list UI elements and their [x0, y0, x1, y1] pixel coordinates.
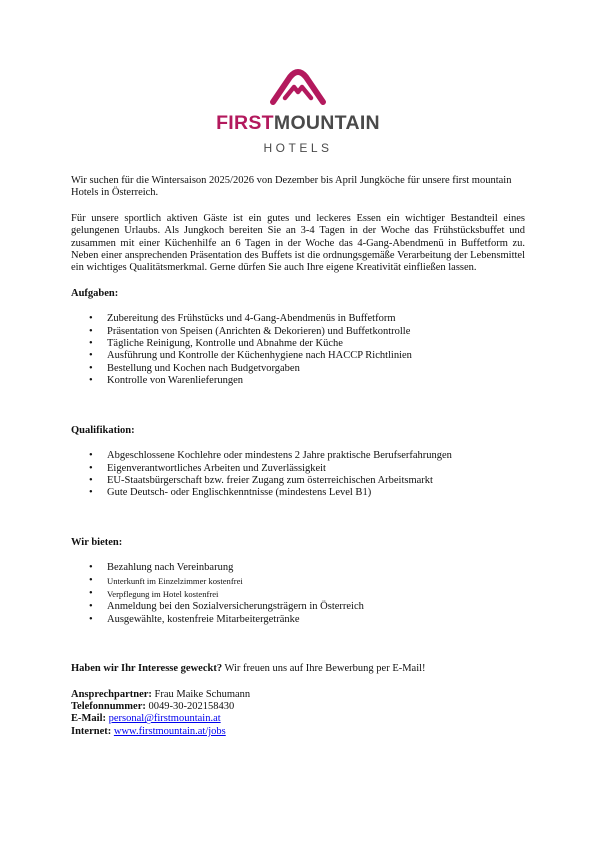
list-item: • Abgeschlossene Kochlehre oder mindestens 2 Jahre praktische Berufserfahrungen — [89, 450, 452, 462]
list-item: • Ausführung und Kontrolle der Küchenhygiene nach HACCP Richtlinien — [89, 350, 412, 362]
bullet-icon: • — [89, 487, 93, 499]
offer-heading: Wir bieten: — [71, 536, 123, 548]
bullet-icon: • — [89, 587, 93, 599]
contact-web: Internet: www.firstmountain.at/jobs — [71, 725, 226, 737]
brand-name — [206, 112, 390, 135]
job-posting — [71, 175, 525, 738]
list-item: • Verpflegung im Hotel kostenfrei — [89, 587, 219, 599]
firstmountain-logo — [206, 68, 390, 160]
bullet-icon: • — [89, 350, 93, 362]
brand-subtitle: HOTELS — [263, 141, 333, 155]
bullet-icon: • — [89, 338, 93, 350]
bullet-icon: • — [89, 574, 93, 586]
brand-first: FIRST — [216, 112, 274, 134]
contact-phone: Telefonnummer: 0049-30-202158430 — [71, 700, 235, 712]
tasks-heading: Aufgaben: — [71, 287, 119, 299]
list-item: • Tägliche Reinigung, Kontrolle und Abnahme der Küche — [89, 338, 343, 350]
list-item: • Kontrolle von Warenlieferungen — [89, 375, 243, 387]
offer-list — [71, 562, 525, 626]
list-item: • Gute Deutsch- oder Englischkenntnisse (mindestens Level B1) — [89, 487, 372, 499]
bullet-icon: • — [89, 601, 93, 613]
intro-text: Wir suchen für die Wintersaison 2025/2026 von Dezember bis April Jungköche für unsere first mountain Hotels in Österreich. — [71, 175, 512, 199]
website-link[interactable]: www.firstmountain.at/jobs — [113, 725, 226, 737]
bullet-icon: • — [89, 375, 93, 387]
bullet-icon: • — [89, 313, 93, 325]
bullet-icon: • — [89, 462, 93, 474]
mountain-logo-icon — [270, 68, 326, 106]
bullet-icon: • — [89, 474, 93, 486]
list-item: • Bezahlung nach Vereinbarung — [89, 562, 234, 574]
list-item: • Zubereitung des Frühstücks und 4-Gang-Abendmenüs in Buffetform — [89, 313, 396, 325]
call-to-action: Haben wir Ihr Interesse geweckt? Wir freuen uns auf Ihre Bewerbung per E-Mail! — [71, 663, 426, 675]
email-link[interactable]: personal@firstmountain.at — [108, 713, 221, 725]
bullet-icon: • — [89, 450, 93, 462]
bullet-icon: • — [89, 613, 93, 625]
list-item: • EU-Staatsbürgerschaft bzw. freier Zugang zum österreichischen Arbeitsmarkt — [89, 474, 433, 486]
contact-person: Ansprechpartner: Frau Maike Schumann — [71, 688, 251, 700]
brand-second: MOUNTAIN — [273, 112, 380, 134]
tasks-list — [71, 313, 525, 387]
list-item: • Bestellung und Kochen nach Budgetvorgaben — [89, 362, 300, 374]
list-item: • Anmeldung bei den Sozialversicherungsträgern in Österreich — [89, 601, 364, 613]
bullet-icon: • — [89, 325, 93, 337]
list-item: • Unterkunft im Einzelzimmer kostenfrei — [89, 574, 243, 586]
list-item: • Ausgewählte, kostenfreie Mitarbeitergetränke — [89, 613, 300, 625]
qualification-heading: Qualifikation: — [71, 424, 135, 436]
description-text: Für unsere sportlich aktiven Gäste ist ein gutes und leckeres Essen ein wichtiger Bestandteil eines gelungenen Urlaubs. Als Jungkoch bereiten Sie an 3-4 Tagen in der Woche das Frühstücksbuffet und zusammen mit einer Küchenhilfe an 6 Tagen in der Woche das 4-Gang-Abendmenü in Buffetform zu. Neben einer ansprechenden Präsentation des Buffets ist die ordnungsgemäße Verarbeitung der Lebensmittel ein wichtiges Qualitätsmerkmal. Gerne dürfen Sie auch Ihre eigene Kreativität einfließen lassen. — [71, 212, 525, 274]
bullet-icon: • — [89, 362, 93, 374]
list-item: • Eigenverantwortliches Arbeiten und Zuverlässigkeit — [89, 462, 326, 474]
bullet-icon: • — [89, 562, 93, 574]
qualification-list — [71, 450, 525, 500]
contact-block — [71, 689, 525, 739]
contact-email: E-Mail: personal@firstmountain.at — [71, 713, 221, 725]
list-item: • Präsentation von Speisen (Anrichten & Dekorieren) und Buffetkontrolle — [89, 325, 411, 337]
